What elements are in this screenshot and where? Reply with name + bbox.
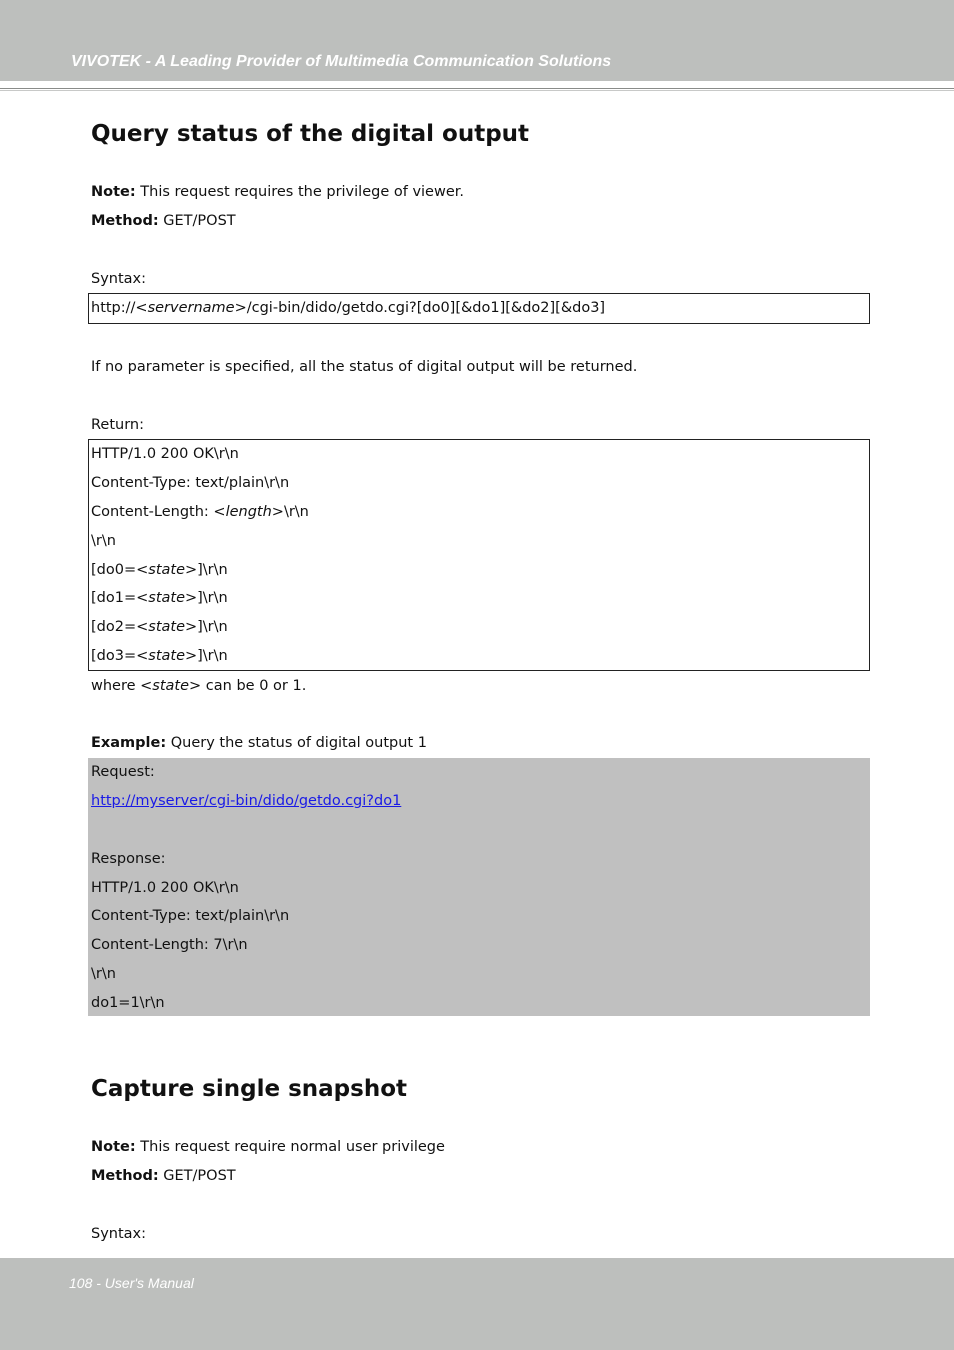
section-title-snapshot: Capture single snapshot xyxy=(91,1076,407,1102)
do2-state: <state> xyxy=(136,619,198,635)
example-box xyxy=(88,758,870,1016)
syntax-label-2: Syntax: xyxy=(91,1226,147,1242)
page-footer xyxy=(0,1258,954,1350)
response-line-5: do1=1\r\n xyxy=(91,995,165,1011)
do3-suffix: ]\r\n xyxy=(197,648,228,664)
syntax-line xyxy=(91,298,605,318)
return-line-3-prefix: Content-Length: xyxy=(91,504,214,520)
do3-state: <state> xyxy=(136,648,198,664)
do2-suffix: ]\r\n xyxy=(197,619,228,635)
note-line xyxy=(91,182,464,202)
do0-state: <state> xyxy=(136,562,198,578)
response-line-2: Content-Type: text/plain\r\n xyxy=(91,908,290,924)
syntax-box xyxy=(88,293,870,324)
request-url-line xyxy=(91,791,401,811)
where-suffix: can be 0 or 1. xyxy=(201,678,307,694)
request-label: Request: xyxy=(91,764,155,780)
do2-prefix: [do2= xyxy=(91,619,137,635)
footer-page-number: 108 - User's Manual xyxy=(69,1275,194,1291)
do0-prefix: [do0= xyxy=(91,562,137,578)
method-label: Method: xyxy=(91,213,159,229)
example-line xyxy=(91,733,427,753)
syntax-prefix: http:// xyxy=(91,300,136,316)
note-line-2 xyxy=(91,1137,445,1157)
header-divider-light xyxy=(0,90,954,91)
do1-state: <state> xyxy=(136,590,198,606)
return-line-4: \r\n xyxy=(91,533,116,549)
method-line xyxy=(91,211,236,231)
where-line xyxy=(91,676,306,696)
note-label-2: Note: xyxy=(91,1139,136,1155)
method-label-2: Method: xyxy=(91,1168,159,1184)
do1-prefix: [do1= xyxy=(91,590,137,606)
return-line-3 xyxy=(91,502,309,522)
header-divider xyxy=(0,88,954,89)
request-url-link[interactable]: http://myserver/cgi-bin/dido/getdo.cgi?do1 xyxy=(91,793,402,809)
method-text-2: GET/POST xyxy=(158,1168,236,1184)
do3-prefix: [do3= xyxy=(91,648,137,664)
method-text: GET/POST xyxy=(158,213,236,229)
syntax-var: <servername> xyxy=(135,300,247,316)
where-prefix: where xyxy=(91,678,141,694)
return-line-3-var: <length> xyxy=(213,504,284,520)
note-text: This request requires the privilege of viewer. xyxy=(135,184,464,200)
note-label: Note: xyxy=(91,184,136,200)
return-box xyxy=(88,439,870,671)
method-line-2 xyxy=(91,1166,236,1186)
return-line-do3 xyxy=(91,646,228,666)
example-label: Example: xyxy=(91,735,167,751)
return-line-do0 xyxy=(91,560,228,580)
page-header xyxy=(0,0,954,81)
syntax-suffix: /cgi-bin/dido/getdo.cgi?[do0][&do1][&do2][&do3] xyxy=(246,300,606,316)
response-line-4: \r\n xyxy=(91,966,116,982)
example-text: Query the status of digital output 1 xyxy=(166,735,427,751)
do0-suffix: ]\r\n xyxy=(197,562,228,578)
response-label: Response: xyxy=(91,851,166,867)
return-line-do2 xyxy=(91,617,228,637)
do1-suffix: ]\r\n xyxy=(197,590,228,606)
where-var: <state> xyxy=(140,678,202,694)
return-line-1: HTTP/1.0 200 OK\r\n xyxy=(91,446,239,462)
section-title-digital-output: Query status of the digital output xyxy=(91,121,530,147)
note-text-2: This request require normal user privilege xyxy=(135,1139,445,1155)
return-label: Return: xyxy=(91,417,145,433)
return-line-3-suffix: \r\n xyxy=(283,504,309,520)
return-line-2: Content-Type: text/plain\r\n xyxy=(91,475,290,491)
info-text: If no parameter is specified, all the status of digital output will be returned. xyxy=(91,359,638,375)
response-line-1: HTTP/1.0 200 OK\r\n xyxy=(91,880,239,896)
return-line-do1 xyxy=(91,588,228,608)
syntax-label: Syntax: xyxy=(91,271,147,287)
header-title: VIVOTEK - A Leading Provider of Multimedia Communication Solutions xyxy=(71,53,612,70)
response-line-3: Content-Length: 7\r\n xyxy=(91,937,248,953)
